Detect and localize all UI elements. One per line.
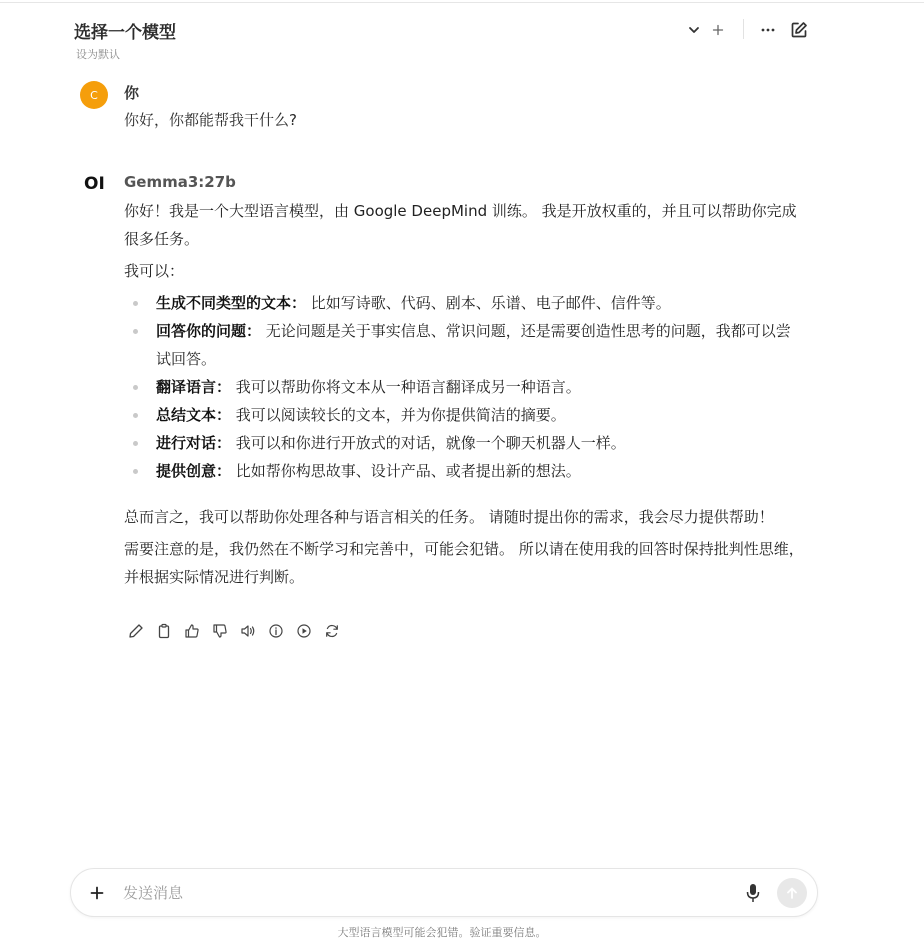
list-item-text: 比如写诗歌、代码、剧本、乐谱、电子邮件、信件等。 (310, 294, 671, 312)
list-item-text: 无论问题是关于事实信息、常识问题，还是需要创造性思考的问题，我都可以尝试回答。 (156, 322, 791, 368)
thumbs-down-icon (212, 623, 228, 639)
assistant-message-body (124, 197, 804, 595)
continue-button[interactable] (295, 622, 313, 640)
message-actions (127, 622, 341, 640)
chevron-down-icon (687, 23, 701, 37)
list-item (124, 373, 804, 401)
plus-icon (712, 24, 724, 36)
copy-button[interactable] (155, 622, 173, 640)
header-divider (743, 19, 744, 39)
attach-button[interactable] (83, 879, 111, 907)
voice-input-button[interactable] (743, 881, 763, 905)
list-item-title: 提供创意： (156, 462, 232, 480)
thumbs-up-icon (184, 623, 200, 639)
model-dropdown-button[interactable] (682, 18, 706, 42)
edit-icon (128, 623, 144, 639)
assistant-summary: 总而言之，我可以帮助你处理各种与语言相关的任务。 请随时提出你的需求，我会尽力提供帮助！ (124, 508, 774, 526)
list-item-text: 比如帮你构思故事、设计产品、或者提出新的想法。 (235, 462, 581, 480)
list-item (124, 429, 804, 457)
list-item-title: 进行对话： (156, 434, 232, 452)
regenerate-button[interactable] (323, 622, 341, 640)
assistant-note: 需要注意的是，我仍然在不断学习和完善中，可能会犯错。 所以请在使用我的回答时保持批判性思维，并根据实际情况进行判断。 (124, 540, 804, 586)
user-name: 你 (124, 84, 140, 102)
assistant-model-name: Gemma3:27b (124, 173, 236, 191)
assistant-can-do-label: 我可以： (124, 262, 185, 280)
speaker-icon (240, 623, 256, 639)
list-item-text: 我可以阅读较长的文本，并为你提供简洁的摘要。 (235, 406, 566, 424)
add-model-button[interactable] (706, 18, 730, 42)
edit-button[interactable] (127, 622, 145, 640)
disclaimer-text: 大型语言模型可能会犯错。验证重要信息。 (337, 926, 547, 939)
copy-icon (156, 623, 172, 639)
list-item-text: 我可以和你进行开放式的对话，就像一个聊天机器人一样。 (235, 434, 626, 452)
plus-icon (90, 886, 104, 900)
list-item-title: 总结文本： (156, 406, 232, 424)
thumbs-up-button[interactable] (183, 622, 201, 640)
edit-icon (790, 21, 808, 39)
model-selector[interactable]: 选择一个模型 (74, 23, 176, 43)
list-item (124, 317, 804, 373)
send-button[interactable] (777, 878, 807, 908)
list-item-title: 回答你的问题： (156, 322, 262, 340)
assistant-intro: 你好！我是一个大型语言模型，由 Google DeepMind 训练。 我是开放权重的，并且可以帮助你完成很多任务。 (124, 202, 797, 248)
message-composer (70, 868, 818, 917)
list-item-title: 翻译语言： (156, 378, 232, 396)
list-item (124, 289, 804, 317)
list-item (124, 457, 804, 485)
user-message-text: 你好，你都能帮我干什么? (124, 111, 297, 129)
top-border (0, 2, 924, 3)
list-item-text: 我可以帮助你将文本从一种语言翻译成另一种语言。 (235, 378, 581, 396)
info-button[interactable] (267, 622, 285, 640)
ellipsis-icon (760, 22, 776, 38)
read-aloud-button[interactable] (239, 622, 257, 640)
set-default-link[interactable]: 设为默认 (76, 48, 120, 61)
arrow-up-icon (785, 886, 799, 900)
regenerate-icon (324, 623, 340, 639)
info-icon (268, 623, 284, 639)
more-options-button[interactable] (756, 18, 780, 42)
list-item-title: 生成不同类型的文本： (156, 294, 307, 312)
microphone-icon (745, 882, 761, 904)
user-avatar: C (80, 81, 108, 109)
thumbs-down-button[interactable] (211, 622, 229, 640)
new-chat-button[interactable] (787, 18, 811, 42)
message-input[interactable] (123, 879, 723, 907)
assistant-logo: OI (84, 174, 105, 194)
list-item (124, 401, 804, 429)
capability-list (124, 289, 804, 485)
play-icon (296, 623, 312, 639)
